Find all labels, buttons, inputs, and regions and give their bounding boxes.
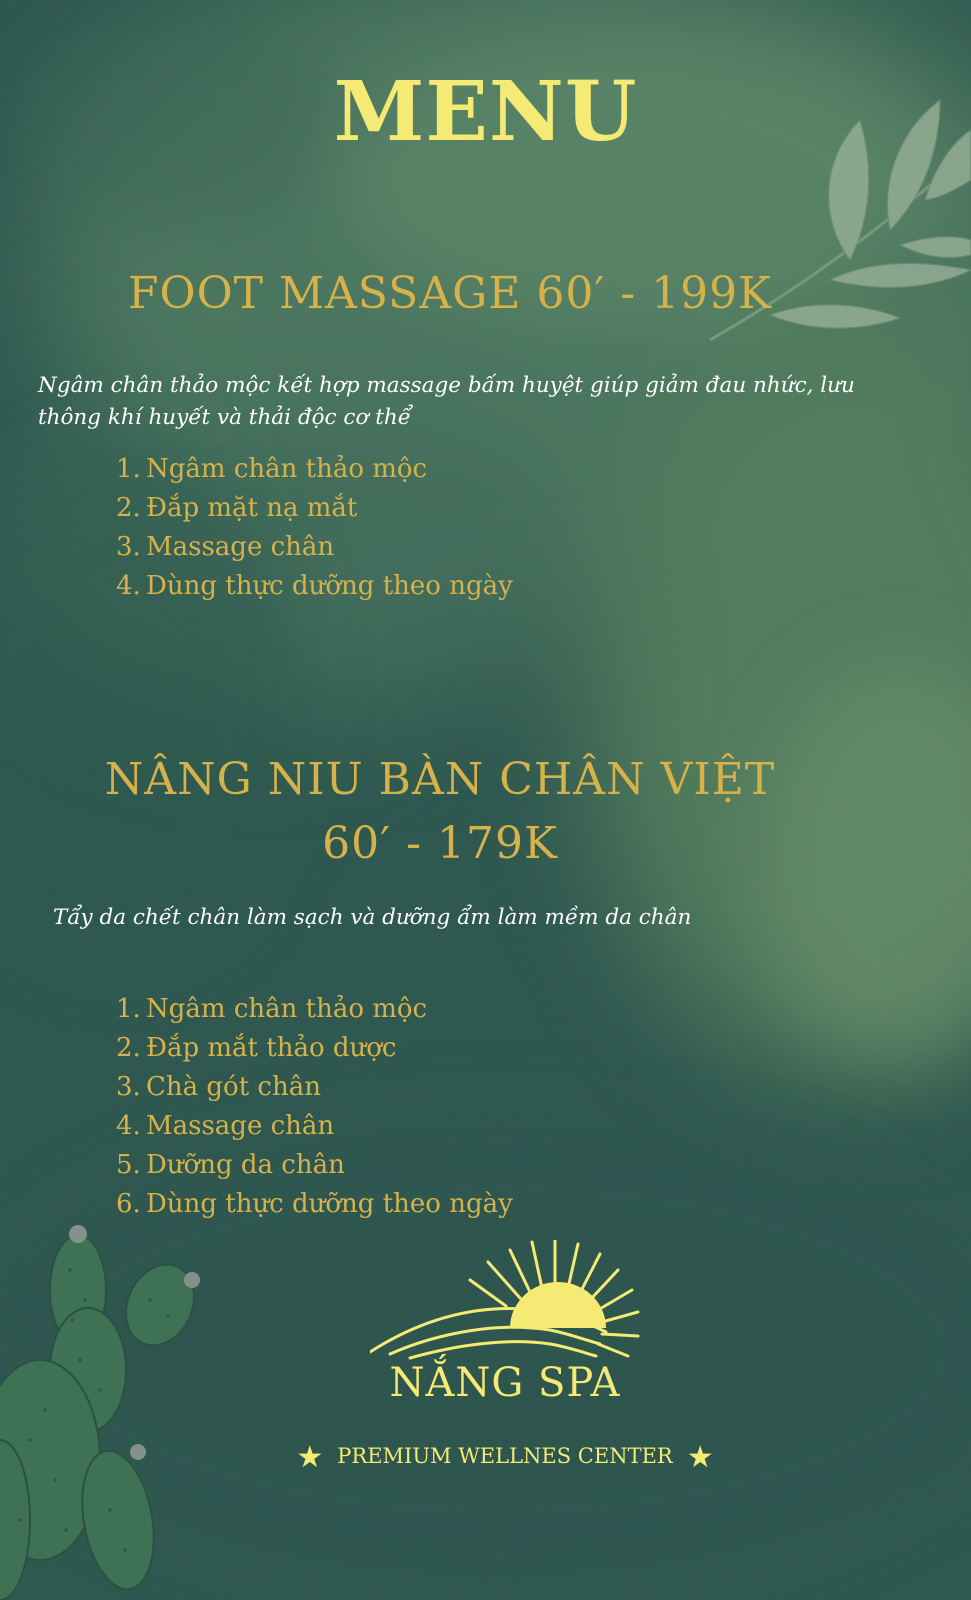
section-description xyxy=(38,370,968,434)
section-title-line: NÂNG NIU BÀN CHÂN VIỆT xyxy=(104,754,776,805)
section-title-line: FOOT MASSAGE 60′ - 199K xyxy=(127,268,773,319)
list-item xyxy=(116,450,513,489)
sun-logo-icon xyxy=(370,1240,645,1360)
list-item xyxy=(116,528,513,567)
step-number: 2. xyxy=(116,493,141,523)
brand-tagline-row xyxy=(0,1440,971,1474)
step-number: 4. xyxy=(116,571,141,601)
star-icon: ★ xyxy=(296,1439,324,1475)
list-item xyxy=(116,489,513,528)
cactus-icon xyxy=(0,1220,215,1600)
step-text: Đắp mặt nạ mắt xyxy=(146,493,358,523)
step-text: Massage chân xyxy=(146,1111,335,1141)
step-text: Chà gót chân xyxy=(146,1072,321,1102)
step-number: 5. xyxy=(116,1150,141,1180)
step-text: Ngâm chân thảo mộc xyxy=(146,994,428,1024)
list-item xyxy=(116,567,513,606)
section-title-line: 60′ - 179K xyxy=(322,818,558,869)
step-number: 2. xyxy=(116,1033,141,1063)
section-title xyxy=(60,262,840,326)
list-item xyxy=(116,1029,513,1068)
step-number: 6. xyxy=(116,1189,141,1219)
step-list xyxy=(116,990,513,1224)
step-text: Dùng thực dưỡng theo ngày xyxy=(146,1189,513,1219)
step-number: 3. xyxy=(116,1072,141,1102)
menu-title: MENU xyxy=(333,64,638,160)
step-text: Dùng thực dưỡng theo ngày xyxy=(146,571,513,601)
step-number: 1. xyxy=(116,454,141,484)
star-icon: ★ xyxy=(686,1439,714,1475)
brand-name: NẮNG SPA xyxy=(389,1360,621,1406)
description-line: Ngâm chân thảo mộc kết hợp massage bấm huyệt giúp giảm đau nhức, lưu xyxy=(38,373,855,398)
list-item xyxy=(116,990,513,1029)
step-list xyxy=(116,450,513,606)
list-item xyxy=(116,1185,513,1224)
section-title xyxy=(40,748,840,876)
description-line: Tẩy da chết chân làm sạch và dưỡng ẩm làm mềm da chân xyxy=(53,905,692,930)
step-number: 1. xyxy=(116,994,141,1024)
step-text: Massage chân xyxy=(146,532,335,562)
list-item xyxy=(116,1068,513,1107)
description-line: thông khí huyết và thải độc cơ thể xyxy=(38,405,411,430)
section-description xyxy=(53,902,953,934)
step-number: 3. xyxy=(116,532,141,562)
step-text: Dưỡng da chân xyxy=(146,1150,345,1180)
list-item xyxy=(116,1146,513,1185)
list-item xyxy=(116,1107,513,1146)
step-number: 4. xyxy=(116,1111,141,1141)
brand-tagline: PREMIUM WELLNES CENTER xyxy=(337,1444,673,1468)
step-text: Đắp mắt thảo dược xyxy=(146,1033,397,1063)
step-text: Ngâm chân thảo mộc xyxy=(146,454,428,484)
